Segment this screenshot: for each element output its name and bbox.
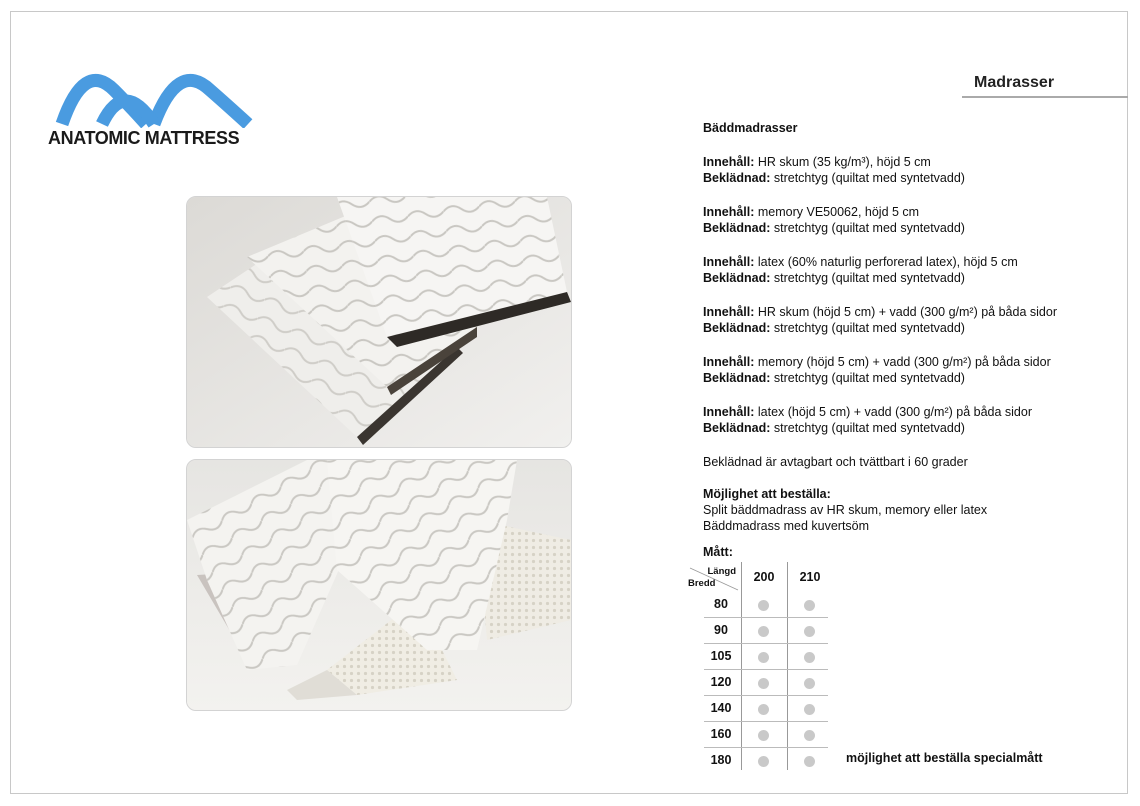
cover-label: Beklädnad: — [703, 321, 771, 335]
available-dot — [758, 756, 769, 767]
available-dot — [758, 730, 769, 741]
section-title: Madrasser — [974, 74, 1055, 91]
content-value: HR skum (35 kg/m³), höjd 5 cm — [757, 155, 931, 169]
content-label: Innehåll: — [703, 405, 755, 419]
options-title: Möjlighet att beställa: — [703, 487, 831, 501]
cover-label: Beklädnad: — [703, 171, 771, 185]
available-dot — [758, 678, 769, 689]
content-value: HR skum (höjd 5 cm) + vadd (300 g/m²) på båda sidor — [757, 305, 1057, 319]
available-dot — [758, 600, 769, 611]
table-corner-header — [686, 562, 740, 592]
option-item: Bäddmadrass med kuvertsöm — [703, 519, 870, 533]
content-label: Innehåll: — [703, 355, 755, 369]
width-value: 80 — [714, 597, 728, 611]
option-item: Split bäddmadrass av HR skum, memory eller latex — [703, 503, 988, 517]
content-value: latex (höjd 5 cm) + vadd (300 g/m²) på båda sidor — [757, 405, 1032, 419]
product-description — [703, 120, 1123, 534]
spec-block — [703, 254, 1123, 286]
available-dot — [804, 626, 815, 637]
length-header: 200 — [753, 570, 775, 584]
available-dot — [758, 704, 769, 715]
cover-value: stretchtyg (quiltat med syntetvadd) — [773, 171, 965, 185]
available-dot — [804, 652, 815, 663]
content-label: Innehåll: — [703, 205, 755, 219]
available-dot — [804, 730, 815, 741]
product-heading: Bäddmadrasser — [703, 121, 798, 135]
width-value: 90 — [714, 623, 728, 637]
spec-block — [703, 304, 1123, 336]
length-header: 210 — [799, 570, 821, 584]
content-label: Innehåll: — [703, 305, 755, 319]
spec-block — [703, 404, 1123, 436]
width-value: 140 — [710, 701, 732, 715]
width-value: 160 — [710, 727, 732, 741]
quilted-topper-stack-photo — [186, 196, 572, 448]
special-size-note: möjlighet att beställa specialmått — [846, 751, 1043, 765]
content-label: Innehåll: — [703, 255, 755, 269]
cover-value: stretchtyg (quiltat med syntetvadd) — [773, 371, 965, 385]
available-dot — [758, 652, 769, 663]
available-dot — [804, 678, 815, 689]
spec-block — [703, 354, 1123, 386]
available-dot — [804, 756, 815, 767]
spec-block — [703, 154, 1123, 186]
cover-label: Beklädnad: — [703, 371, 771, 385]
content-value: latex (60% naturlig perforerad latex), höjd 5 cm — [757, 255, 1018, 269]
sizes-title: Mått: — [703, 545, 733, 559]
twin-arch-logo-icon — [54, 68, 254, 128]
order-options — [703, 486, 1123, 534]
length-label: Längd — [707, 566, 736, 577]
cover-note: Beklädnad är avtagbart och tvättbart i 60 grader — [703, 455, 968, 469]
topper-layers-photo — [186, 459, 572, 711]
brand-name: ANATOMIC MATTRESS — [48, 128, 240, 148]
cover-value: stretchtyg (quiltat med syntetvadd) — [773, 271, 965, 285]
content-label: Innehåll: — [703, 155, 755, 169]
table-row — [686, 748, 828, 774]
cover-label: Beklädnad: — [703, 271, 771, 285]
width-label: Bredd — [688, 578, 716, 589]
available-dot — [804, 600, 815, 611]
cover-value: stretchtyg (quiltat med syntetvadd) — [773, 321, 965, 335]
cover-label: Beklädnad: — [703, 421, 771, 435]
content-value: memory VE50062, höjd 5 cm — [757, 205, 920, 219]
width-value: 105 — [710, 649, 732, 663]
cover-value: stretchtyg (quiltat med syntetvadd) — [773, 421, 965, 435]
cover-value: stretchtyg (quiltat med syntetvadd) — [773, 221, 965, 235]
table-row — [686, 592, 828, 618]
width-value: 180 — [710, 753, 732, 767]
width-value: 120 — [710, 675, 732, 689]
available-dot — [758, 626, 769, 637]
table-row — [686, 618, 828, 644]
brand-logo — [48, 68, 260, 152]
table-row — [686, 722, 828, 748]
available-dot — [804, 704, 815, 715]
title-underline — [962, 96, 1128, 98]
spec-block — [703, 204, 1123, 236]
table-row — [686, 670, 828, 696]
content-value: memory (höjd 5 cm) + vadd (300 g/m²) på båda sidor — [757, 355, 1051, 369]
table-row — [686, 644, 828, 670]
table-row — [686, 696, 828, 722]
cover-label: Beklädnad: — [703, 221, 771, 235]
